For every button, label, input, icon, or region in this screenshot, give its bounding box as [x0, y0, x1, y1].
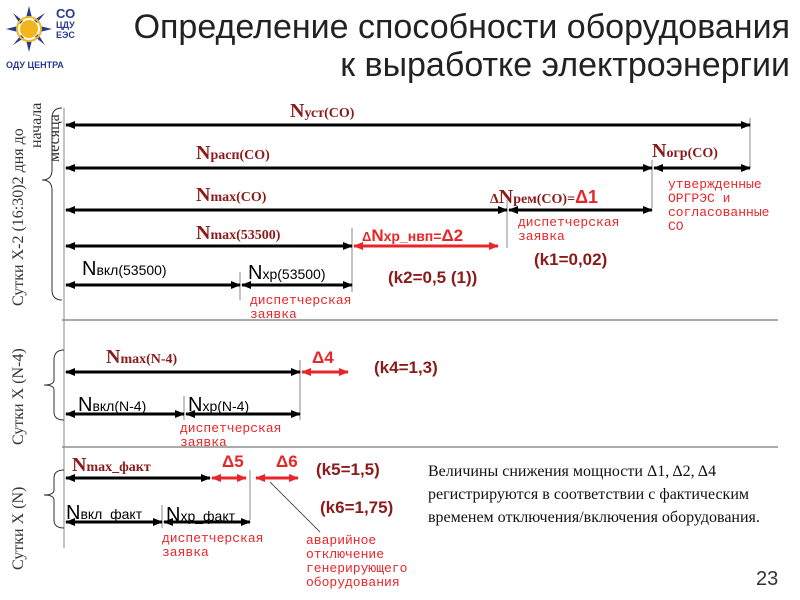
logo-line2: ЦДУ — [56, 20, 75, 30]
label-delta-n-rem: ΔNрем(СО)=Δ1 — [490, 186, 599, 208]
logo-line3: ЕЭС — [56, 30, 75, 40]
label-n-vkl-53500: Nвкл(53500) — [82, 258, 167, 280]
avar-pointer — [270, 482, 320, 532]
label-delta4: Δ4 — [312, 348, 334, 367]
label-n-max-fakt: Nmax_факт — [72, 454, 151, 476]
label-delta5: Δ5 — [222, 452, 244, 471]
side-label-x-n: Сутки Х (N) — [10, 486, 27, 570]
label-n-ogr: Nогр(СО) — [652, 140, 718, 162]
coef-k2: (k2=0,5 (1)) — [388, 268, 478, 287]
side-label-x2: Сутки Х-2 (16:30)2 дня до — [10, 128, 27, 306]
page-title-line1: Определение способности оборудования — [133, 8, 790, 46]
label-n-ust: Nуст(СО) — [290, 100, 355, 122]
label-n-vkl-n4: Nвкл(N-4) — [78, 394, 147, 416]
label-n-rasp: Nрасп(СО) — [196, 142, 270, 164]
label-n-max-53500: Nmax(53500) — [196, 222, 281, 244]
coef-k6: (k6=1,75) — [320, 498, 394, 517]
coef-k4: (k4=1,3) — [374, 358, 438, 377]
note-dispatch-1: диспетчерская заявка — [518, 215, 620, 244]
page-title-line2: к выработке электроэнергии — [340, 46, 790, 84]
side-label-nachala: начала — [28, 102, 45, 148]
brace — [44, 350, 64, 420]
note-dispatch-4: диспетчерская заявка — [162, 531, 264, 560]
side-label-mesyatsa: месяца — [46, 114, 63, 162]
coef-k1: (k1=0,02) — [534, 250, 608, 269]
label-delta-n-xr-nvp: ΔNхр_нвп=Δ2 — [362, 226, 464, 245]
logo-line1: СО — [56, 6, 76, 21]
brace — [44, 470, 64, 528]
label-n-xr-n4: Nхр(N-4) — [188, 394, 250, 416]
note-avar: аварийное отключение генерирующего оборудования — [306, 533, 408, 590]
logo-caption: ОДУ ЦЕНТРА — [6, 60, 64, 70]
label-n-vkl-fakt: Nвкл_факт — [66, 502, 143, 524]
explanation-text: Величины снижения мощности Δ1, Δ2, Δ4 регистрируются в соответствии с фактическим временем отключения/включения оборудования. — [428, 463, 760, 526]
note-dispatch-3: диспетчерская заявка — [180, 421, 282, 450]
note-dispatch-2: диспетчерская заявка — [250, 293, 352, 322]
label-n-xr-fakt: Nхр_факт — [166, 504, 236, 526]
label-delta6: Δ6 — [276, 452, 298, 471]
label-n-max-co: Nmax(СО) — [196, 184, 267, 206]
coef-k5: (k5=1,5) — [316, 460, 380, 479]
side-label-x-n4: Сутки Х (N-4) — [10, 348, 27, 445]
note-ogr: утвержденные ОРГРЭС и согласованные СО — [668, 177, 770, 234]
label-n-xr-53500: Nхр(53500) — [248, 262, 326, 284]
label-n-max-n4: Nmax(N-4) — [106, 346, 178, 368]
page-number: 23 — [756, 568, 779, 590]
